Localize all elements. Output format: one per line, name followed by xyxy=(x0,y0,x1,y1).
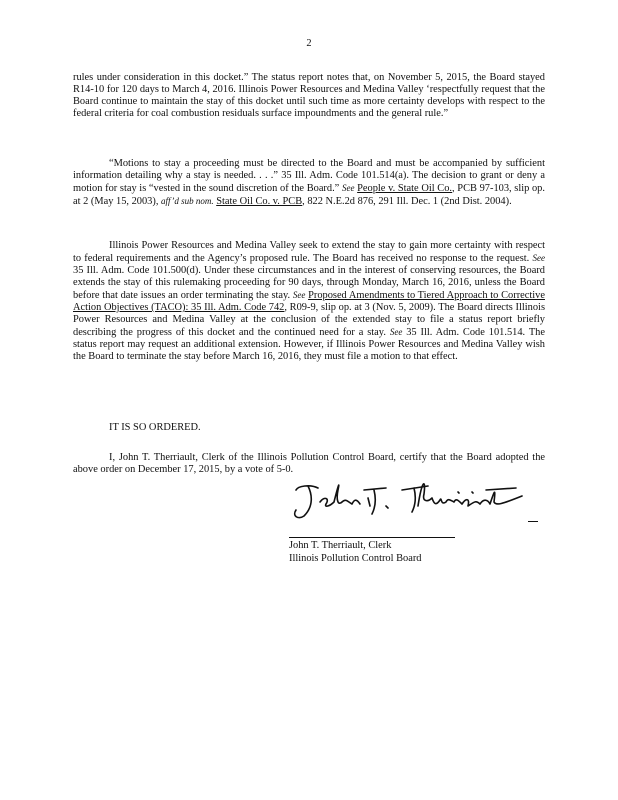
paragraph-status-report: rules under consideration in this docket.” The status report notes that, on November 5, 2015, the Board stayed R14-10 for 120 days to March 4, 2016. Illinois Power Resources and Medina Valley ‘respectfully request that the Board continue to maintain the stay of this docket until such time as more certainty develops with respect to the federal criteria for coal combustion residuals surface impoundments and the general rule.” xyxy=(73,72,545,119)
p2-text1: “Motions to stay a proceeding must be directed to the Board and must be accompanied by sufficient information detailing why a stay is needed. . . .” 35 Ill. Adm. Code 101.514(a). The decision to grant or deny a motion for stay is “vested in the sound discretion of the Board.” xyxy=(73,158,545,194)
p3-text1: Illinois Power Resources and Medina Valley seek to extend the stay to gain more certainty with respect to federal requirements and the Agency’s proposed rule. The Board has received no response to the request. xyxy=(73,240,545,264)
page-number: 2 xyxy=(306,38,312,49)
p2-text2: , PCB 97-103, slip op. at 2 (May 15, 2003), xyxy=(73,183,545,207)
p2-case-people-v-state-oil: People v. State Oil Co. xyxy=(357,183,453,194)
p2-see: See xyxy=(341,183,355,193)
p3-text2: 35 Ill. Adm. Code 101.500(d). Under these circumstances and in the interest of conserving resources, the Board extends the stay of this rulemaking proceeding for 90 days, through Monday, March 16, 2016, unless the Board before that date issues an order terminating the stay. xyxy=(73,265,545,301)
signer-organization: Illinois Pollution Control Board xyxy=(289,552,422,564)
signature-block xyxy=(289,540,422,565)
signature-dash xyxy=(528,521,538,522)
signer-name: John T. Therriault, Clerk xyxy=(289,540,392,551)
p3-see-2: See xyxy=(292,290,306,300)
paragraph-extend-stay xyxy=(73,240,545,363)
p2-case-state-oil-v-pcb: State Oil Co. v. PCB xyxy=(216,196,303,207)
ordered-paragraph xyxy=(73,422,545,434)
p2-text3: , 822 N.E.2d 876, 291 Ill. Dec. 1 (2nd Dist. 2004). xyxy=(302,196,512,207)
p3-case-taco: Proposed Amendments to Tiered Approach to Corrective Action Objectives (TACO): 35 Ill. Adm. Code 742 xyxy=(73,290,545,313)
ordered-text: IT IS SO ORDERED. xyxy=(109,422,201,433)
p3-text3: , R09-9, slip op. at 3 (Nov. 5, 2009). The Board directs Illinois Power Resources and Medina Valley at the conclusion of the extended stay to file a status report briefly describing the progress of this docket and the continued need for a stay. xyxy=(73,302,545,338)
p2-affd-sub-nom: aff’d sub nom. xyxy=(161,196,214,206)
paragraph-motions-to-stay xyxy=(73,158,545,208)
p3-see-3: See xyxy=(389,327,403,337)
p3-see-1: See xyxy=(532,253,545,263)
certification-paragraph xyxy=(73,452,545,476)
p3-text4: 35 Ill. Adm. Code 101.514. The status report may request an additional extension. However, if Illinois Power Resources and Medina Valley wish the Board to terminate the stay before March 16, 2016, they must file a motion to that effect. xyxy=(73,327,545,362)
signature-line xyxy=(289,537,455,538)
certification-text: I, John T. Therriault, Clerk of the Illinois Pollution Control Board, certify that the Board adopted the above order on December 17, 2015, by a vote of 5-0. xyxy=(73,452,545,475)
handwritten-signature xyxy=(290,476,530,522)
